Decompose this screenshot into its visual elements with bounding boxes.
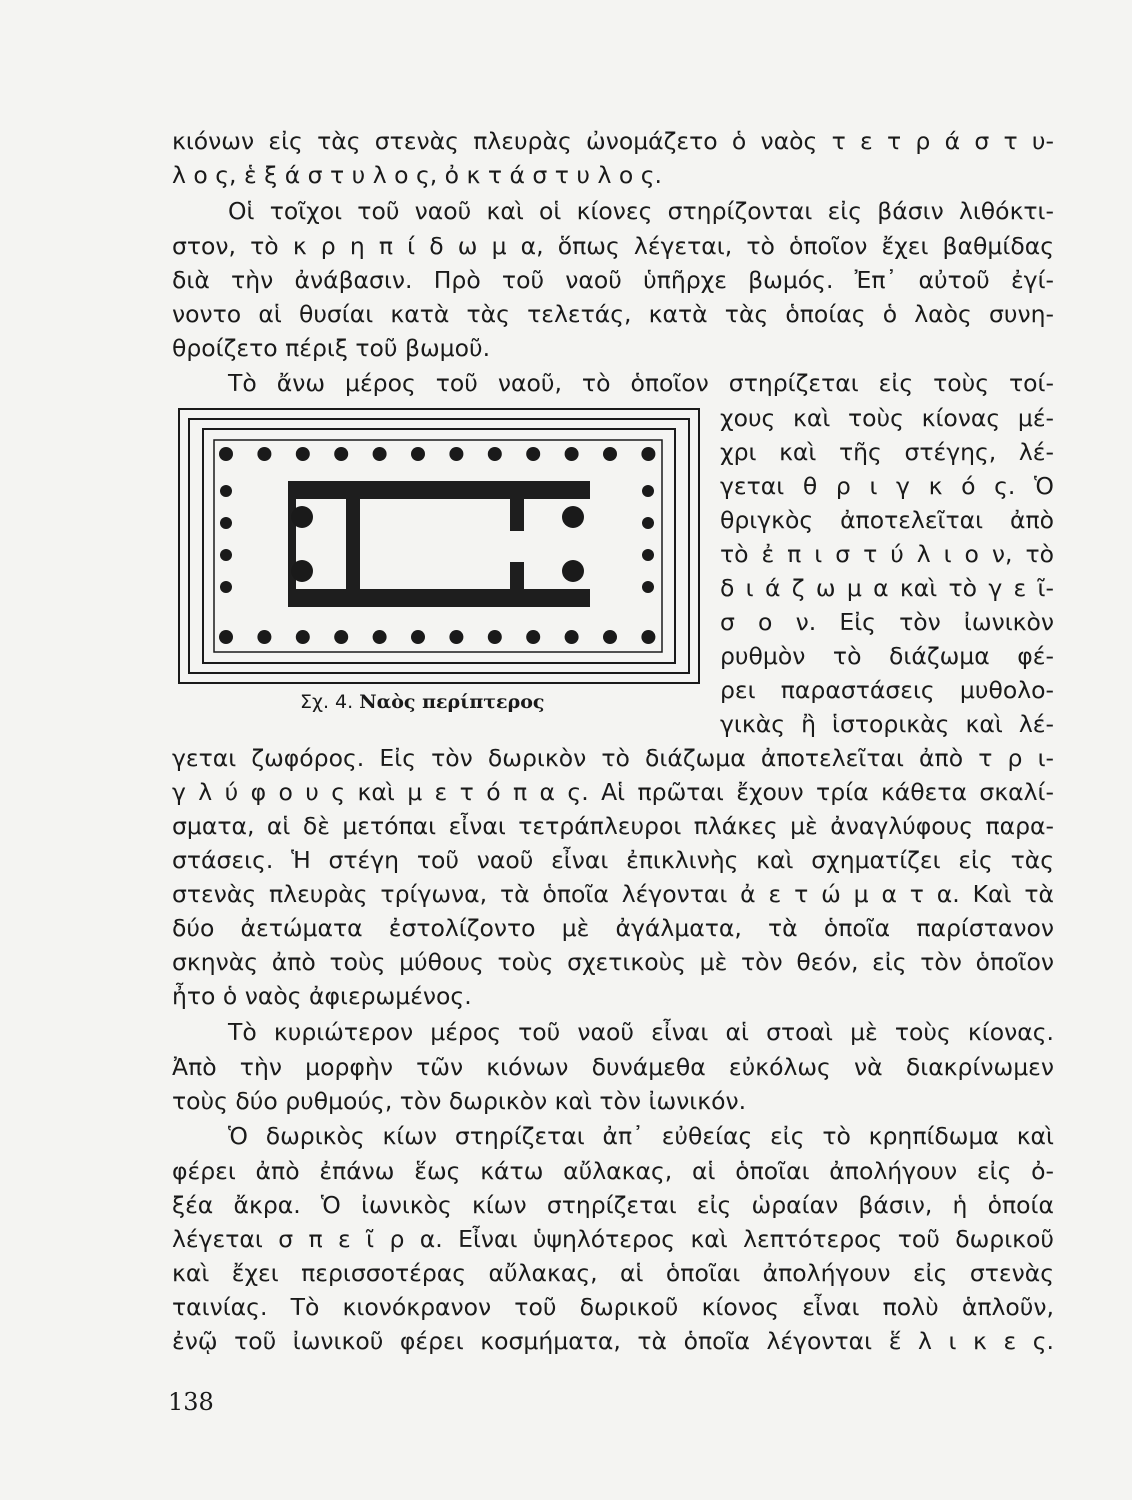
text-line: κιόνων εἰς τὰς στενὰς πλευρὰς ὠνομάζετο ὁ ναὸς τ ε τ ρ ά σ τ υ-: [172, 127, 1054, 155]
text-line: χρι καὶ τῆς στέγης, λέ-: [720, 438, 1054, 466]
text-line: γεται θ ρ ι γ κ ό ς. Ὁ: [720, 472, 1054, 500]
text-line: ξέα ἄκρα. Ὁ ἰωνικὸς κίων στηρίζεται εἰς ὡραίαν βάσιν, ἡ ὁποία: [172, 1191, 1054, 1219]
text-line: νοντο αἱ θυσίαι κατὰ τὰς τελετάς, κατὰ τὰς ὁποίας ὁ λαὸς συνη-: [172, 300, 1054, 328]
text-line: στον, τὸ κ ρ η π ί δ ω μ α, ὅπως λέγεται, τὸ ὁποῖον ἔχει βαθμίδας: [172, 232, 1054, 260]
stylobate-outer: [179, 409, 699, 683]
column-dot: [220, 581, 232, 593]
text-line: ἦτο ὁ ναὸς ἀφιερωμένος.: [172, 982, 472, 1010]
column-dot: [526, 447, 540, 461]
temple-plan-figure: [178, 408, 700, 684]
text-line: Ἀπὸ τὴν μορφὴν τῶν κιόνων δυνάμεθα εὐκόλως νὰ διακρίνωμεν: [172, 1053, 1054, 1081]
columns: [219, 447, 655, 644]
column-dot: [411, 447, 425, 461]
column-dot: [603, 447, 617, 461]
text-line: θροίζετο πέριξ τοῦ βωμοῦ.: [172, 334, 491, 362]
column-dot: [642, 549, 654, 561]
column-dot: [603, 630, 617, 644]
caption-title: Ναὸς περίπτερος: [359, 691, 545, 713]
column-dot: [488, 630, 502, 644]
text-line: ἐνῷ τοῦ ἰωνικοῦ φέρει κοσμήματα, τὰ ὁποῖα λέγονται ἕ λ ι κ ε ς.: [172, 1327, 1054, 1355]
text-line: Οἱ τοῖχοι τοῦ ναοῦ καὶ οἱ κίονες στηρίζονται εἰς βάσιν λιθόκτι-: [228, 197, 1054, 225]
column-dot: [562, 560, 584, 582]
text-line: δ ι ά ζ ω μ α καὶ τὸ γ ε ῖ-: [720, 574, 1054, 602]
figure-caption: [300, 688, 544, 716]
text-line: χους καὶ τοὺς κίονας μέ-: [720, 404, 1054, 432]
text-line: καὶ ἔχει περισσοτέρας αὔλακας, αἱ ὁποῖαι ἀπολήγουν εἰς στενὰς: [172, 1259, 1054, 1287]
column-dot: [411, 630, 425, 644]
text-line: λ ο ς, ἑ ξ ά σ τ υ λ ο ς, ὀ κ τ ά σ τ υ λ ο ς.: [172, 161, 662, 189]
column-dot: [641, 630, 655, 644]
column-dot: [642, 581, 654, 593]
text-line: σματα, αἱ δὲ μετόπαι εἶναι τετράπλευροι πλάκες μὲ ἀναγλύφους παρα-: [172, 812, 1054, 840]
text-line: δύο ἀετώματα ἐστολίζοντο μὲ ἀγάλματα, τὰ ὁποῖα παρίστανον: [172, 914, 1054, 942]
text-line: ρυθμὸν τὸ διάζωμα φέ-: [720, 642, 1054, 670]
text-line: γεται ζωφόρος. Εἰς τὸν δωρικὸν τὸ διάζωμα ἀποτελεῖται ἀπὸ τ ρ ι-: [172, 744, 1054, 772]
column-dot: [449, 447, 463, 461]
text-line: φέρει ἀπὸ ἐπάνω ἕως κάτω αὔλακας, αἱ ὁποῖαι ἀπολήγουν εἰς ὀ-: [172, 1157, 1054, 1185]
column-dot: [220, 517, 232, 529]
text-line: στάσεις. Ἡ στέγη τοῦ ναοῦ εἶναι ἐπικλινὴς καὶ σχηματίζει εἰς τὰς: [172, 846, 1054, 874]
stylobate-inner: [203, 429, 675, 663]
column-dot: [642, 517, 654, 529]
caption-prefix: Σχ. 4.: [300, 691, 354, 713]
text-line: τοὺς δύο ρυθμούς, τὸν δωρικὸν καὶ τὸν ἰωνικόν.: [172, 1087, 747, 1115]
text-line: διὰ τὴν ἀνάβασιν. Πρὸ τοῦ ναοῦ ὑπῆρχε βωμός. Ἐπ᾽ αὐτοῦ ἐγί-: [172, 266, 1054, 294]
text-line: Ὁ δωρικὸς κίων στηρίζεται ἀπ᾽ εὐθείας εἰς τὸ κρηπίδωμα καὶ: [228, 1122, 1054, 1150]
column-dot: [334, 447, 348, 461]
column-dot: [641, 447, 655, 461]
column-dot: [220, 485, 232, 497]
text-line: γικὰς ἢ ἱστορικὰς καὶ λέ-: [720, 710, 1054, 738]
column-dot: [219, 447, 233, 461]
text-line: θριγκὸς ἀποτελεῖται ἀπὸ: [720, 506, 1054, 534]
column-dot: [220, 549, 232, 561]
column-dot: [257, 630, 271, 644]
text-line: στενὰς πλευρὰς τρίγωνα, τὰ ὁποῖα λέγονται ἀ ε τ ώ μ α τ α. Καὶ τὰ: [172, 880, 1054, 908]
peristyle-line: [214, 440, 662, 652]
column-dot: [449, 630, 463, 644]
text-line: Τὸ κυριώτερον μέρος τοῦ ναοῦ εἶναι αἱ στοαὶ μὲ τοὺς κίονας.: [228, 1018, 1054, 1046]
text-line: λέγεται σ π ε ῖ ρ α. Εἶναι ὑψηλότερος καὶ λεπτότερος τοῦ δωρικοῦ: [172, 1225, 1054, 1253]
text-line: σκηνὰς ἀπὸ τοὺς μύθους τοὺς σχετικοὺς μὲ τὸν θεόν, εἰς τὸν ὁποῖον: [172, 948, 1054, 976]
column-dot: [291, 506, 313, 528]
column-dot: [219, 630, 233, 644]
column-dot: [334, 630, 348, 644]
column-dot: [373, 447, 387, 461]
column-dot: [562, 506, 584, 528]
column-dot: [565, 447, 579, 461]
column-dot: [257, 447, 271, 461]
column-dot: [296, 447, 310, 461]
text-line: σ ο ν. Εἰς τὸν ἰωνικὸν: [720, 608, 1054, 636]
page-number: 138: [168, 1388, 214, 1416]
text-line: ταινίας. Τὸ κιονόκρανον τοῦ δωρικοῦ κίονος εἶναι πολὺ ἁπλοῦν,: [172, 1293, 1054, 1321]
text-line: γ λ ύ φ ο υ ς καὶ μ ε τ ό π α ς. Αἱ πρῶται ἔχουν τρία κάθετα σκαλί-: [172, 778, 1054, 806]
text-line: ρει παραστάσεις μυθολο-: [720, 676, 1054, 704]
column-dot: [373, 630, 387, 644]
column-dot: [291, 560, 313, 582]
text-line: Τὸ ἄνω μέρος τοῦ ναοῦ, τὸ ὁποῖον στηρίζεται εἰς τοὺς τοί-: [228, 369, 1054, 397]
cella-walls: [288, 481, 590, 607]
column-dot: [526, 630, 540, 644]
column-dot: [642, 485, 654, 497]
column-dot: [565, 630, 579, 644]
column-dot: [296, 630, 310, 644]
text-line: τὸ ἐ π ι σ τ ύ λ ι ο ν, τὸ: [720, 540, 1054, 568]
column-dot: [488, 447, 502, 461]
